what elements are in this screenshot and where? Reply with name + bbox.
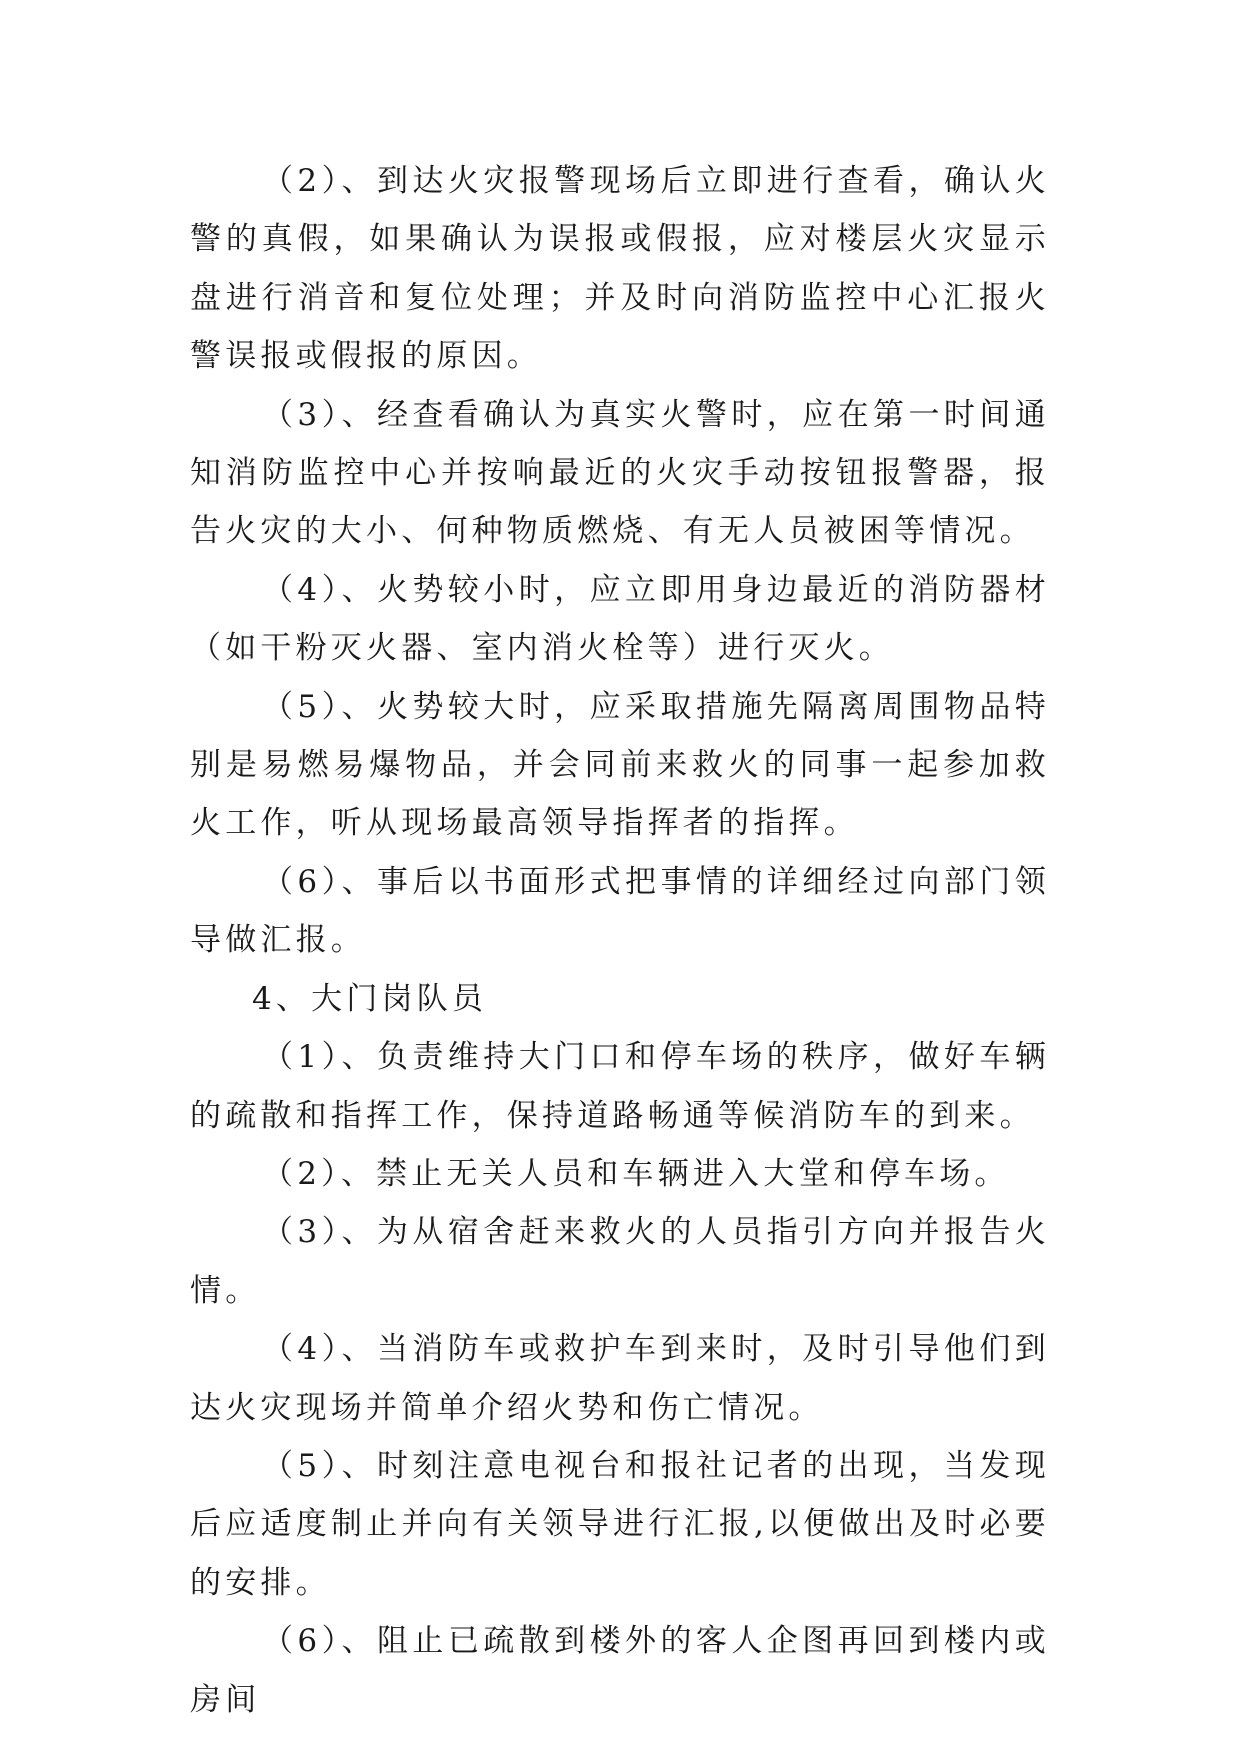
gate-paragraph-2-no-entry: （2）、禁止无关人员和车辆进入大堂和停车场。 xyxy=(262,1155,1010,1192)
paragraph-2-fire-scene-check: （2）、到达火灾报警现场后立即进行查看，确认火警的真假，如果确认为误报或假报，应对楼层火灾显示盘进行消音和复位处理；并及时向消防监控中心汇报火警误报或假报的原因。 xyxy=(190,163,1050,375)
paragraph-6-written-report: （6）、事后以书面形式把事情的详细经过向部门领导做汇报。 xyxy=(190,863,1050,959)
section-heading-gate-guard: 4、大门岗队员 xyxy=(252,980,488,1017)
paragraph-3-confirm-real-fire: （3）、经查看确认为真实火警时，应在第一时间通知消防监控中心并按响最近的火灾手动按钮报警器，报告火灾的大小、何种物质燃烧、有无人员被困等情况。 xyxy=(190,396,1050,550)
gate-paragraph-3-guide-staff: （3）、为从宿舍赶来救火的人员指引方向并报告火情。 xyxy=(190,1214,1050,1309)
paragraph-5-large-fire: （5）、火势较大时，应采取措施先隔离周围物品特别是易燃易爆物品，并会同前来救火的同事一起参加救火工作，听从现场最高领导指挥者的指挥。 xyxy=(190,688,1050,842)
gate-paragraph-5-media: （5）、时刻注意电视台和报社记者的出现，当发现后应适度制止并向有关领导进行汇报,以便做出及时必要的安排。 xyxy=(190,1447,1050,1601)
gate-paragraph-4-guide-vehicles: （4）、当消防车或救护车到来时，及时引导他们到达火灾现场并简单介绍火势和伤亡情况。 xyxy=(190,1331,1050,1426)
paragraph-4-small-fire: （4）、火势较小时，应立即用身边最近的消防器材（如干粉灭火器、室内消火栓等）进行灭火。 xyxy=(190,571,1050,667)
gate-paragraph-6-block-reentry: （6）、阻止已疏散到楼外的客人企图再回到楼内或房间 xyxy=(190,1623,1050,1718)
gate-paragraph-1-order: （1）、负责维持大门口和停车场的秩序，做好车辆的疏散和指挥工作，保持道路畅通等候消防车的到来。 xyxy=(190,1039,1050,1134)
document-body xyxy=(190,152,1050,1729)
